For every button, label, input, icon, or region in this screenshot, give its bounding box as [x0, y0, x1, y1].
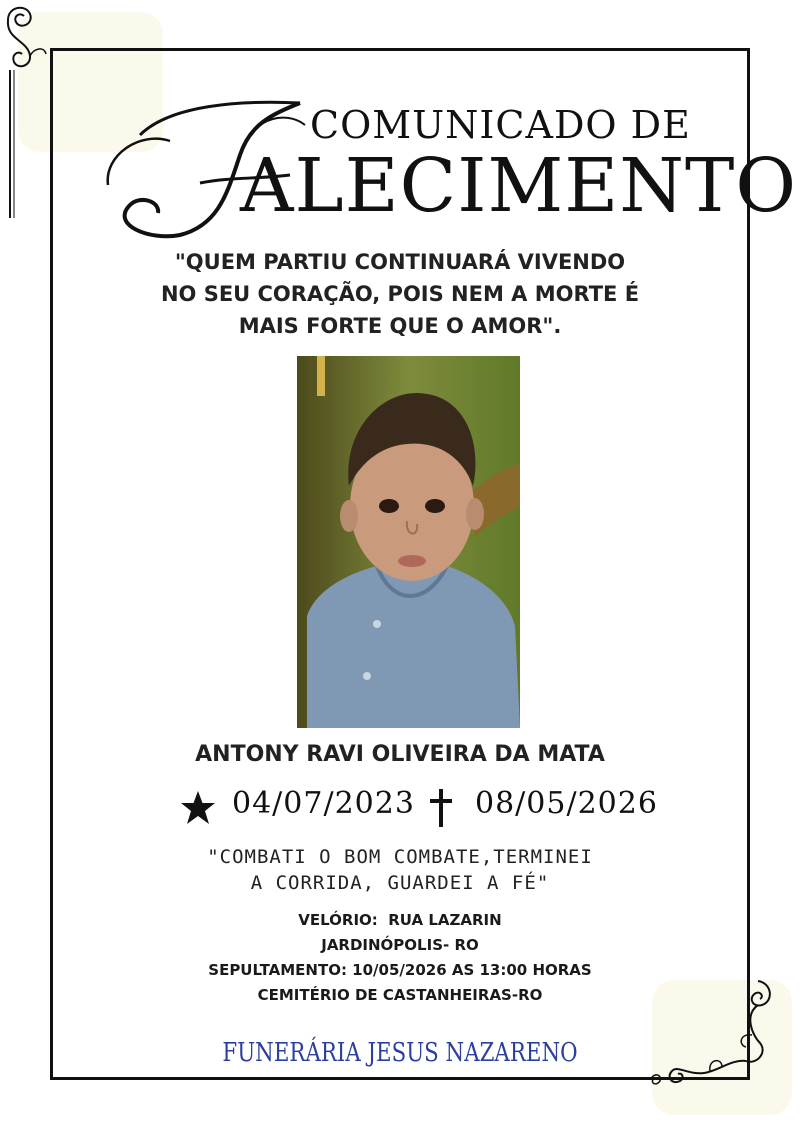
quote-line: "QUEM PARTIU CONTINUARÁ VIVENDO [174, 250, 626, 274]
title-comunicado-de: COMUNICADO DE [310, 103, 691, 147]
wake-city: JARDINÓPOLIS- RO [321, 936, 479, 954]
verse-line: "COMBATI O BOM COMBATE,TERMINEI [207, 846, 593, 868]
cross-icon [428, 788, 454, 828]
bible-verse [110, 844, 690, 896]
death-date: 08/05/2026 [475, 786, 658, 821]
verse-line: A CORRIDA, GUARDEI A FÉ" [250, 872, 550, 894]
service-details [120, 908, 680, 1008]
quote-line: NO SEU CORAÇÃO, POIS NEM A MORTE É [160, 282, 640, 306]
star-icon [180, 790, 216, 826]
funeral-home-name: FUNERÁRIA JESUS NAZARENO [222, 1038, 578, 1068]
title-falecimento: ALECIMENTO [240, 143, 798, 229]
birth-date: 04/07/2023 [232, 786, 415, 821]
cemetery-name: CEMITÉRIO DE CASTANHEIRAS-RO [257, 986, 543, 1004]
life-dates [170, 782, 690, 830]
burial-datetime: SEPULTAMENTO: 10/05/2026 AS 13:00 HORAS [208, 961, 592, 979]
top-left-flourish-ornament [0, 0, 60, 225]
deceased-name: ANTONY RAVI OLIVEIRA DA MATA [195, 742, 605, 767]
wake-location: VELÓRIO: RUA LAZARIN [298, 911, 502, 929]
memorial-quote [120, 246, 680, 342]
quote-line: MAIS FORTE QUE O AMOR". [238, 314, 562, 338]
deceased-photo [297, 356, 520, 728]
title-block [100, 95, 798, 245]
